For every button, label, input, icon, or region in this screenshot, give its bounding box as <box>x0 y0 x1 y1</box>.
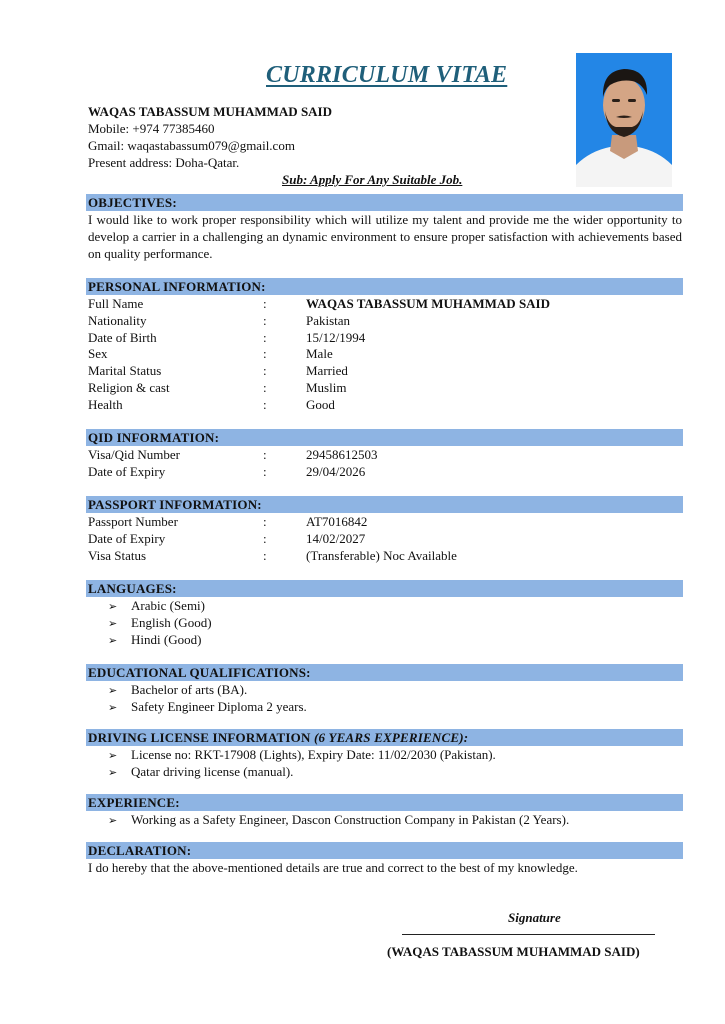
info-row-full-name <box>88 295 682 312</box>
row-label: Health <box>88 397 123 412</box>
list-item-text: Arabic (Semi) <box>131 598 206 613</box>
profile-photo <box>576 53 672 187</box>
driving-license-heading <box>86 729 683 746</box>
row-value: 29/04/2026 <box>306 464 366 479</box>
list-item-text: Working as a Safety Engineer, Dascon Construction Company in Pakistan (2 Years). <box>131 812 570 827</box>
list-item <box>108 698 307 716</box>
applicant-name: WAQAS TABASSUM MUHAMMAD SAID <box>88 104 333 119</box>
subject-line: Sub: Apply For Any Suitable Job. <box>282 172 463 187</box>
personal-info-heading: PERSONAL INFORMATION: <box>86 278 683 295</box>
row-value: 15/12/1994 <box>306 330 366 345</box>
list-item-text: Qatar driving license (manual). <box>131 764 294 779</box>
arrow-bullet-icon: ➢ <box>108 600 118 613</box>
info-row-passport-expiry <box>88 530 682 547</box>
row-value: Pakistan <box>306 313 351 328</box>
arrow-bullet-icon: ➢ <box>108 617 118 630</box>
driving-license-heading-text: DRIVING LICENSE INFORMATION <box>88 730 311 745</box>
list-item <box>108 631 201 649</box>
list-item-text: English (Good) <box>131 615 212 630</box>
list-item <box>108 681 247 699</box>
row-value: 29458612503 <box>306 447 378 462</box>
languages-heading: LANGUAGES: <box>86 580 683 597</box>
info-row-marital-status <box>88 362 682 379</box>
list-item <box>108 614 212 632</box>
row-value: (Transferable) Noc Available <box>306 548 457 563</box>
info-row-qid-expiry <box>88 463 682 480</box>
row-label: Nationality <box>88 313 147 328</box>
row-colon: : <box>263 464 267 479</box>
signature-name: (WAQAS TABASSUM MUHAMMAD SAID) <box>387 944 640 959</box>
row-value: AT7016842 <box>306 514 368 529</box>
objectives-text: I would like to work proper responsibility which will utilize my talent and provide me the wider opportunity to develop a carrier in a challenging an dynamic environment to ensure proper satisfaction with achievements based on quality performance. <box>88 212 682 261</box>
row-label: Date of Birth <box>88 330 157 345</box>
experience-heading: EXPERIENCE: <box>86 794 683 811</box>
person-photo-illustration <box>576 53 672 187</box>
declaration-text: I do hereby that the above-mentioned details are true and correct to the best of my knowledge. <box>88 860 578 875</box>
info-row-visa-qid-number <box>88 446 682 463</box>
list-item-text: Hindi (Good) <box>131 632 202 647</box>
arrow-bullet-icon: ➢ <box>108 684 118 697</box>
row-label: Visa Status <box>88 548 147 563</box>
email-address: Gmail: waqastabassum079@gmail.com <box>88 138 295 153</box>
row-colon: : <box>263 380 267 395</box>
row-colon: : <box>263 346 267 361</box>
row-label: Religion & cast <box>88 380 170 395</box>
list-item-text: Bachelor of arts (BA). <box>131 682 248 697</box>
row-colon: : <box>263 514 267 529</box>
row-colon: : <box>263 447 267 462</box>
list-item-text: Safety Engineer Diploma 2 years. <box>131 699 307 714</box>
row-label: Visa/Qid Number <box>88 447 181 462</box>
declaration-heading: DECLARATION: <box>86 842 683 859</box>
row-label: Date of Expiry <box>88 464 166 479</box>
passport-info-heading: PASSPORT INFORMATION: <box>86 496 683 513</box>
row-label: Full Name <box>88 296 144 311</box>
row-value: Muslim <box>306 380 347 395</box>
row-value: Married <box>306 363 348 378</box>
page-title: CURRICULUM VITAE <box>266 62 508 88</box>
row-colon: : <box>263 397 267 412</box>
qid-info-heading: QID INFORMATION: <box>86 429 683 446</box>
info-row-sex <box>88 345 682 362</box>
row-label: Sex <box>88 346 108 361</box>
list-item <box>108 597 205 615</box>
info-row-passport-number <box>88 513 682 530</box>
driving-license-heading-note: (6 YEARS EXPERIENCE): <box>314 730 469 745</box>
info-row-health <box>88 396 682 413</box>
signature-label: Signature <box>508 910 561 925</box>
row-colon: : <box>263 330 267 345</box>
list-item <box>108 746 496 764</box>
mobile-number: Mobile: +974 77385460 <box>88 121 215 136</box>
row-colon: : <box>263 363 267 378</box>
row-colon: : <box>263 296 267 311</box>
list-item-text: License no: RKT-17908 (Lights), Expiry Date: 11/02/2030 (Pakistan). <box>131 747 496 762</box>
signature-line <box>402 934 655 935</box>
row-colon: : <box>263 531 267 546</box>
arrow-bullet-icon: ➢ <box>108 766 118 779</box>
info-row-religion <box>88 379 682 396</box>
row-value: Good <box>306 397 335 412</box>
info-row-visa-status <box>88 547 682 564</box>
arrow-bullet-icon: ➢ <box>108 749 118 762</box>
info-row-nationality <box>88 312 682 329</box>
arrow-bullet-icon: ➢ <box>108 634 118 647</box>
list-item <box>108 811 569 829</box>
row-value: WAQAS TABASSUM MUHAMMAD SAID <box>306 296 551 311</box>
row-colon: : <box>263 313 267 328</box>
objectives-heading: OBJECTIVES: <box>86 194 683 211</box>
present-address: Present address: Doha-Qatar. <box>88 155 240 170</box>
row-value: Male <box>306 346 333 361</box>
list-item <box>108 763 293 781</box>
arrow-bullet-icon: ➢ <box>108 814 118 827</box>
info-row-date-of-birth <box>88 329 682 346</box>
row-label: Passport Number <box>88 514 178 529</box>
row-label: Date of Expiry <box>88 531 166 546</box>
row-label: Marital Status <box>88 363 162 378</box>
row-value: 14/02/2027 <box>306 531 366 546</box>
arrow-bullet-icon: ➢ <box>108 701 118 714</box>
education-heading: EDUCATIONAL QUALIFICATIONS: <box>86 664 683 681</box>
row-colon: : <box>263 548 267 563</box>
